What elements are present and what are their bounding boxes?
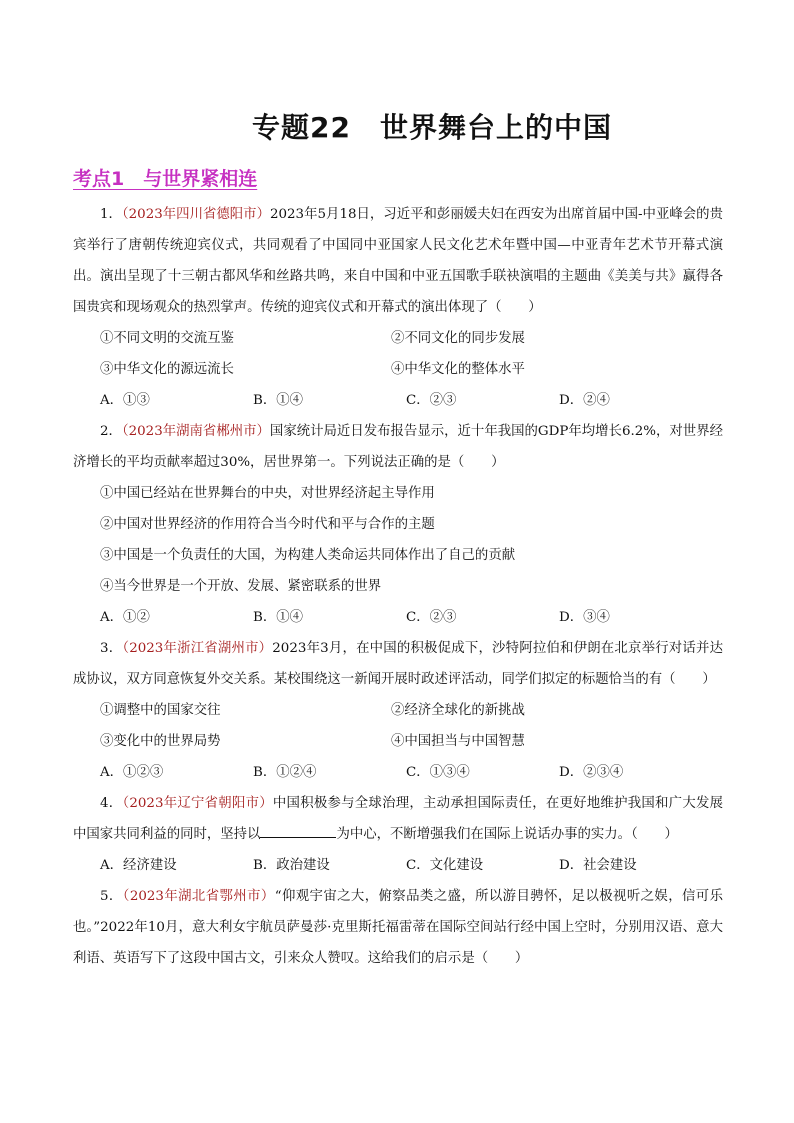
section-heading: 考点1 与世界紧相连	[73, 168, 258, 190]
question-3-choice-c: C．①③④	[406, 765, 470, 780]
question-list	[73, 199, 723, 974]
question-4-text-before: 中国积极参与全球治理，主动承担国际责任，在更好地维护我国和广大发展中国家共同利益的同时，坚持以	[73, 796, 723, 842]
question-2-option-1: ①中国已经站在世界舞台的中央，对世界经济起主导作用	[100, 486, 435, 501]
question-5-stem	[73, 881, 723, 974]
question-1-number: 1．	[100, 207, 122, 222]
question-1-choices	[73, 385, 723, 416]
question-5-text: “仰观宇宙之大，俯察品类之盛，所以游目骋怀，足以极视听之娱，信可乐也。”2022年10月，意大利女宇航员萨曼莎·克里斯托福雷蒂在国际空间站行经中国上空时，分别用汉语、意大利语、英语写下了这段中国古文，引来众人赞叹。这给我们的启示是（ ）	[73, 889, 723, 966]
question-2-choices	[73, 602, 723, 633]
question-3-choice-d: D．②③④	[559, 765, 624, 780]
fill-in-blank	[260, 823, 336, 838]
question-1-options-row-2	[73, 354, 723, 385]
question-3-option-1: ①调整中的国家交往	[100, 703, 221, 718]
question-2-stem	[73, 416, 723, 478]
question-3-options-row-2	[73, 726, 723, 757]
question-1-stem	[73, 199, 723, 323]
question-3-option-2: ②经济全球化的新挑战	[391, 703, 525, 718]
question-1-option-3: ③中华文化的源远流长	[100, 362, 234, 377]
question-1-choice-c: C．②③	[406, 393, 457, 408]
question-1-source: （2023年四川省德阳市）	[121, 207, 270, 222]
question-3-text: 2023年3月，在中国的积极促成下，沙特阿拉伯和伊朗在北京举行对话并达成协议，双方同意恢复外交关系。某校围绕这一新闻开展时政述评活动，同学们拟定的标题恰当的有（ ）	[73, 641, 723, 687]
question-3-options-row-1	[73, 695, 723, 726]
question-3-choices	[73, 757, 723, 788]
question-2-option-row-4	[73, 571, 723, 602]
question-2-source: （2023年湖南省郴州市）	[121, 424, 270, 439]
question-1-option-2: ②不同文化的同步发展	[391, 331, 525, 346]
question-2-option-row-1	[73, 478, 723, 509]
question-4-choice-a: A．经济建设	[100, 858, 177, 873]
question-3-source: （2023年浙江省湖州市）	[122, 641, 273, 656]
question-1-option-1: ①不同文明的交流互鉴	[100, 331, 234, 346]
question-2-option-4: ④当今世界是一个开放、发展、紧密联系的世界	[100, 579, 382, 594]
question-4-choice-b: B．政治建设	[253, 858, 330, 873]
question-2-text: 国家统计局近日发布报告显示，近十年我国的GDP年均增长6.2%，对世界经济增长的平均贡献率超过30%，居世界第一。下列说法正确的是（ ）	[73, 424, 723, 470]
question-4-choice-d: D．社会建设	[559, 858, 637, 873]
question-2-choice-d: D．③④	[559, 610, 610, 625]
question-1-choice-a: A．①③	[100, 393, 150, 408]
question-5-number: 5．	[100, 889, 123, 904]
question-2-choice-c: C．②③	[406, 610, 457, 625]
question-1-choice-d: D．②④	[559, 393, 610, 408]
question-2-number: 2．	[100, 424, 122, 439]
question-3-choice-a: A．①②③	[100, 765, 164, 780]
question-2-option-row-3	[73, 540, 723, 571]
page-title: 专题22 世界舞台上的中国	[252, 111, 612, 144]
question-2-option-3: ③中国是一个负责任的大国，为构建人类命运共同体作出了自己的贡献	[100, 548, 516, 563]
question-1-text: 2023年5月18日，习近平和彭丽媛夫妇在西安为出席首届中国-中亚峰会的贵宾举行了唐朝传统迎宾仪式，共同观看了中国同中亚国家人民文化艺术年暨中国—中亚青年艺术节开幕式演出。演出呈现了十三朝古都风华和丝路共鸣，来自中国和中亚五国歌手联袂演唱的主题曲《美美与共》赢得各国贵宾和现场观众的热烈掌声。传统的迎宾仪式和开幕式的演出体现了（ ）	[73, 207, 723, 315]
question-4-stem	[73, 788, 723, 850]
question-1-option-4: ④中华文化的整体水平	[391, 362, 525, 377]
question-4-number: 4．	[100, 796, 123, 811]
question-4-text-after: 为中心，不断增强我们在国际上说话办事的实力。（ ）	[336, 827, 678, 842]
question-4-choices	[73, 850, 723, 881]
question-3-stem	[73, 633, 723, 695]
question-4-choice-c: C．文化建设	[406, 858, 484, 873]
question-3-option-4: ④中国担当与中国智慧	[391, 734, 525, 749]
question-1-choice-b: B．①④	[253, 393, 304, 408]
question-5-source: （2023年湖北省鄂州市）	[122, 889, 275, 904]
question-3-choice-b: B．①②④	[253, 765, 317, 780]
question-2-option-row-2	[73, 509, 723, 540]
question-3-number: 3．	[100, 641, 123, 656]
question-1-options-row-1	[73, 323, 723, 354]
question-2-choice-b: B．①④	[253, 610, 304, 625]
question-2-choice-a: A．①②	[100, 610, 150, 625]
question-2-option-2: ②中国对世界经济的作用符合当今时代和平与合作的主题	[100, 517, 435, 532]
question-4-source: （2023年辽宁省朝阳市）	[122, 796, 273, 811]
question-3-option-3: ③变化中的世界局势	[100, 734, 221, 749]
